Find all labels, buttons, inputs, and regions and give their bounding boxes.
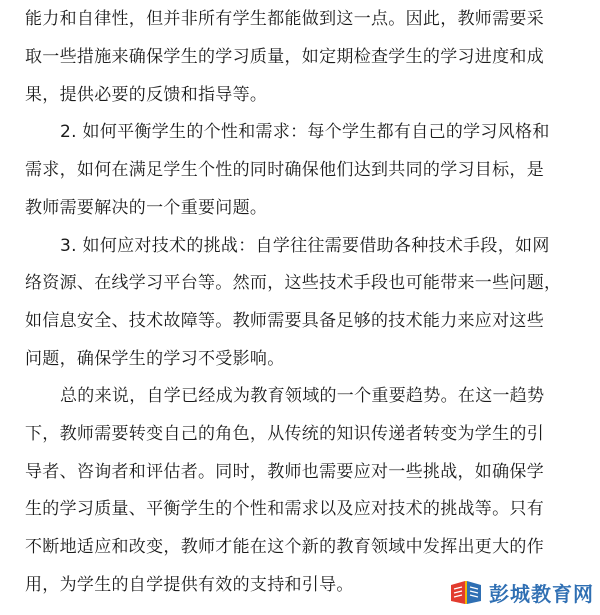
text-line: 果，提供必要的反馈和指导等。 — [25, 85, 268, 105]
text-line: 3. 如何应对技术的挑战：自学往往需要借助各种技术手段，如网 — [60, 236, 550, 256]
book-logo-icon — [449, 577, 483, 607]
text-line: 用，为学生的自学提供有效的支持和引导。 — [25, 575, 354, 595]
text-line: 生的学习质量、平衡学生的个性和需求以及应对技术的挑战等。只有 — [25, 499, 544, 519]
text-line: 问题，确保学生的学习不受影响。 — [25, 349, 285, 369]
text-line: 导者、咨询者和评估者。同时，教师也需要应对一些挑战，如确保学 — [25, 462, 544, 482]
site-watermark — [449, 575, 594, 609]
text-line: 下，教师需要转变自己的角色，从传统的知识传递者转变为学生的引 — [25, 424, 544, 444]
text-line: 不断地适应和改变，教师才能在这个新的教育领域中发挥出更大的作 — [25, 537, 544, 557]
text-line: 总的来说，自学已经成为教育领域的一个重要趋势。在这一趋势 — [60, 386, 545, 406]
text-line: 需求，如何在满足学生个性的同时确保他们达到共同的学习目标，是 — [25, 160, 544, 180]
text-line: 2. 如何平衡学生的个性和需求：每个学生都有自己的学习风格和 — [60, 122, 550, 142]
text-line: 取一些措施来确保学生的学习质量，如定期检查学生的学习进度和成 — [25, 47, 544, 67]
text-line: 如信息安全、技术故障等。教师需要具备足够的技术能力来应对这些 — [25, 311, 544, 331]
watermark-text: 彭城教育网 — [489, 581, 594, 606]
text-line: 教师需要解决的一个重要问题。 — [25, 198, 268, 218]
text-line: 络资源、在线学习平台等。然而，这些技术手段也可能带来一些问题， — [25, 273, 562, 293]
text-line: 能力和自律性，但并非所有学生都能做到这一点。因此，教师需要采 — [25, 9, 544, 29]
